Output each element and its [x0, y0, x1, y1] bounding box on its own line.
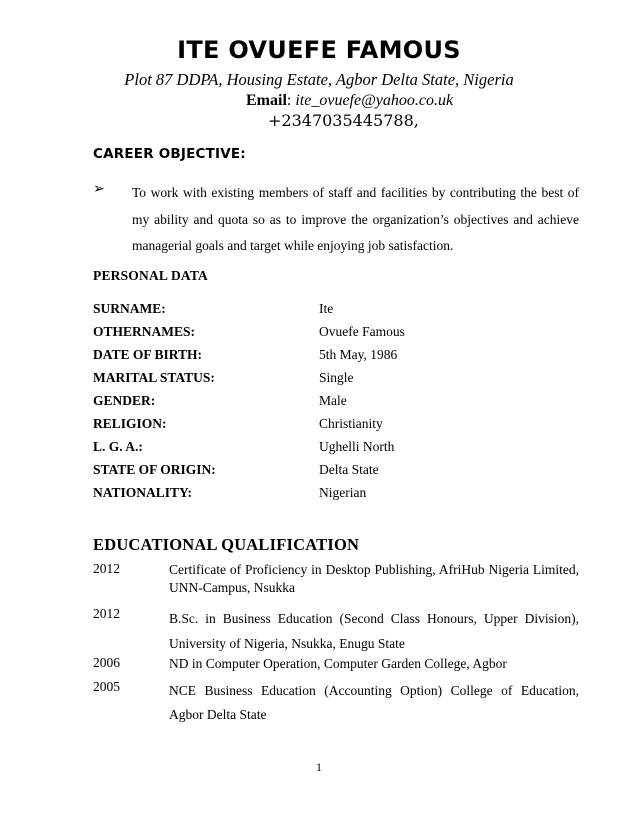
field-label: DATE OF BIRTH: [93, 347, 203, 362]
field-value: Ughelli North [319, 439, 395, 454]
phone-number: +2347035445788, [268, 111, 419, 130]
personal-data-heading: PERSONAL DATA [93, 268, 208, 283]
address: Plot 87 DDPA, Housing Estate, Agbor Delta State, Nigeria [124, 70, 514, 89]
email-label: Email [246, 92, 287, 109]
personal-data-row [93, 462, 593, 484]
email-colon: : [286, 92, 296, 109]
education-year: 2012 [93, 561, 120, 576]
page-number: 1 [316, 760, 322, 774]
field-value: Nigerian [319, 485, 367, 500]
personal-data-row [93, 324, 593, 346]
applicant-name: ITE OVUEFE FAMOUS [177, 36, 461, 64]
field-value: Male [319, 393, 347, 408]
field-label: NATIONALITY: [93, 485, 193, 500]
field-value: Delta State [319, 462, 379, 477]
education-year: 2005 [93, 679, 120, 694]
personal-data-row [93, 301, 593, 323]
field-label: STATE OF ORIGIN: [93, 462, 216, 477]
field-label: SURNAME: [93, 301, 166, 316]
career-objective-text: To work with existing members of staff and facilities by contributing the best of my ability and quota so as to improve the organization’s objectives and achieve managerial goals and target while enjoying job satisfaction. [132, 185, 579, 253]
field-label: RELIGION: [93, 416, 167, 431]
field-value: 5th May, 1986 [319, 347, 398, 362]
field-value: Ite [319, 301, 334, 316]
field-label: GENDER: [93, 393, 156, 408]
education-year: 2012 [93, 606, 120, 621]
field-value: Christianity [319, 416, 383, 431]
personal-data-row [93, 485, 593, 507]
field-value: Ovuefe Famous [319, 324, 405, 339]
education-year: 2006 [93, 655, 120, 670]
education-description: B.Sc. in Business Education (Second Class Honours, Upper Division), University of Nigeria, Nsukka, Enugu State [169, 611, 579, 651]
arrow-bullet-icon: ➢ [93, 181, 105, 197]
personal-data-row [93, 439, 593, 461]
email-value: ite_ovuefe@yahoo.co.uk [295, 92, 454, 109]
personal-data-row [93, 416, 593, 438]
education-description: Certificate of Proficiency in Desktop Publishing, AfriHub Nigeria Limited, UNN-Campus, Nsukka [169, 562, 579, 595]
field-label: MARITAL STATUS: [93, 370, 215, 385]
career-objective-heading: CAREER OBJECTIVE: [93, 146, 246, 162]
email-line [246, 92, 453, 110]
personal-data-row [93, 347, 593, 369]
education-description: NCE Business Education (Accounting Option) College of Education, Agbor Delta State [169, 683, 579, 722]
field-label: L. G. A.: [93, 439, 143, 454]
field-label: OTHERNAMES: [93, 324, 196, 339]
field-value: Single [319, 370, 354, 385]
education-heading: EDUCATIONAL QUALIFICATION [93, 535, 360, 554]
education-description: ND in Computer Operation, Computer Garden College, Agbor [169, 656, 507, 671]
personal-data-row [93, 370, 593, 392]
personal-data-row [93, 393, 593, 415]
